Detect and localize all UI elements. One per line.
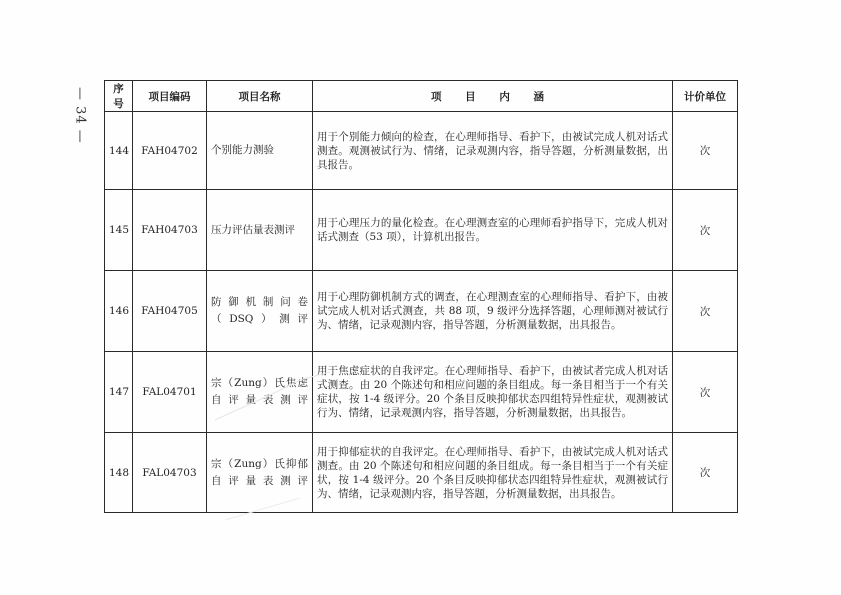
pricing-table <box>104 80 738 513</box>
table-row <box>105 352 738 433</box>
item-code: FAL04701 <box>133 352 207 433</box>
row-number: 144 <box>105 112 133 190</box>
row-number: 146 <box>105 271 133 352</box>
pricing-unit: 次 <box>673 112 738 190</box>
pricing-unit: 次 <box>673 433 738 513</box>
item-content: 用于抑郁症状的自我评定。在心理师指导、看护下，由被试完成人机对话式测查。由 20 个陈述句和相应问题的条目组成。每一条目相当于一个有关症状，按 1-4 级评分。20 个条目反映抑郁状态四组特异性症状，观测被试行为、情绪，记录观测内容，指导答题，分析测量数据，出具报告。 <box>313 433 673 513</box>
item-code: FAL04703 <box>133 433 207 513</box>
pricing-unit: 次 <box>673 271 738 352</box>
table-header-row <box>105 81 738 112</box>
header-content: 项 目 内 涵 <box>313 81 673 112</box>
header-name: 项目名称 <box>207 81 313 112</box>
item-code: FAH04703 <box>133 190 207 271</box>
item-name: 个别能力测验 <box>207 112 313 190</box>
row-number: 147 <box>105 352 133 433</box>
header-no: 序号 <box>105 81 133 112</box>
item-content: 用于焦虑症状的自我评定。在心理师指导、看护下，由被试者完成人机对话式测查。由 20 个陈述句和相应问题的条目组成。每一条目相当于一个有关症状，按 1-4 级评分。20 个条目反映抑郁状态四组特异性症状，观测被试行为、情绪，记录观测内容，指导答题，分析测量数据，出具报告。 <box>313 352 673 433</box>
item-content: 用于心理压力的量化检查。在心理测查室的心理师看护指导下，完成人机对话式测查（53 项），计算机出报告。 <box>313 190 673 271</box>
item-code: FAH04705 <box>133 271 207 352</box>
item-name: 宗（Zung）氏焦虑自评量表测评 <box>207 352 313 433</box>
item-name: 压力评估量表测评 <box>207 190 313 271</box>
item-name: 宗（Zung）氏抑郁自评量表测评 <box>207 433 313 513</box>
item-content: 用于心理防御机制方式的调查，在心理测查室的心理师指导、看护下，由被试完成人机对话式测查，共 88 项，9 级评分选择答题，心理师测对被试行为、情绪，记录观测内容，指导答题，分析测量数据，出具报告。 <box>313 271 673 352</box>
pricing-unit: 次 <box>673 190 738 271</box>
header-unit: 计价单位 <box>673 81 738 112</box>
table-row <box>105 112 738 190</box>
item-content: 用于个别能力倾向的检查，在心理师指导、看护下，由被试完成人机对话式测查。观测被试行为、情绪，记录观测内容，指导答题，分析测量数据，出具报告。 <box>313 112 673 190</box>
page-number: — 34 — <box>72 86 88 144</box>
table-row <box>105 433 738 513</box>
row-number: 148 <box>105 433 133 513</box>
table-row <box>105 190 738 271</box>
row-number: 145 <box>105 190 133 271</box>
header-code: 项目编码 <box>133 81 207 112</box>
item-code: FAH04702 <box>133 112 207 190</box>
item-name: 防御机制问卷（DSQ）测评 <box>207 271 313 352</box>
pricing-unit: 次 <box>673 352 738 433</box>
table-row <box>105 271 738 352</box>
